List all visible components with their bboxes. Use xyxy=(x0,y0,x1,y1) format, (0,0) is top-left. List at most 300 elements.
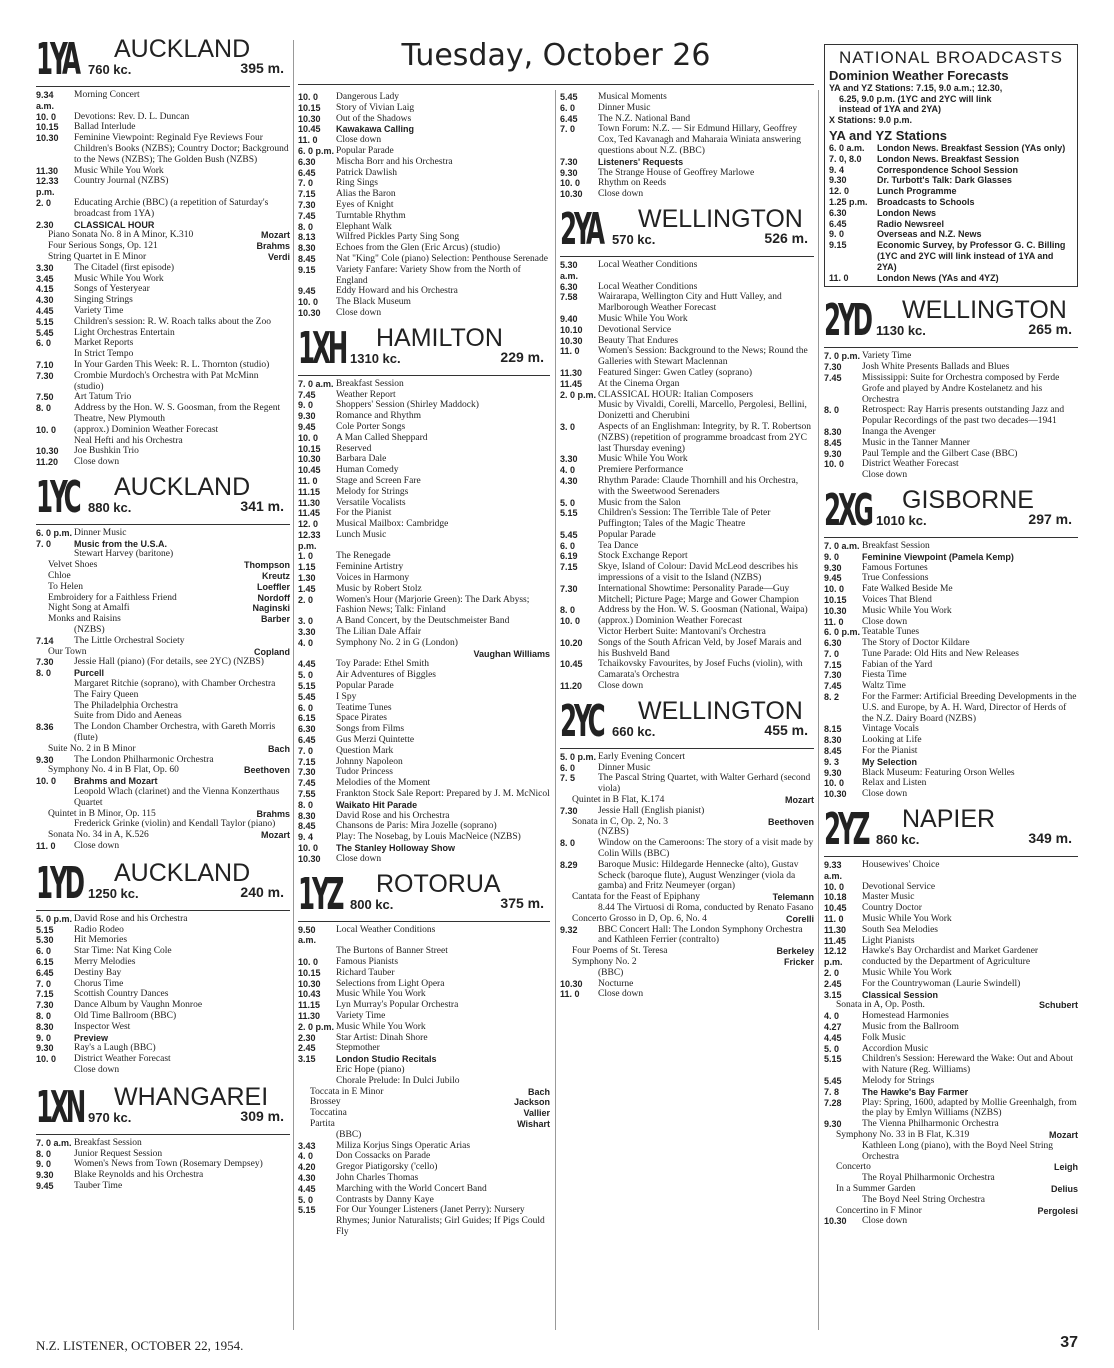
programme-item xyxy=(36,571,290,582)
ya-line xyxy=(829,197,1073,208)
programme-time: 11.45 xyxy=(560,378,583,389)
programme-time: 4. 0 xyxy=(298,1151,314,1162)
programme-description: Miliza Korjus Sings Operatic Arias xyxy=(336,1140,471,1151)
programme-row xyxy=(298,551,550,562)
programme-item xyxy=(560,946,814,957)
programme-time: 11.15 xyxy=(298,1000,321,1011)
programme-row xyxy=(298,1043,550,1054)
programme-description: David Rose and his Orchestra xyxy=(336,810,450,821)
programme-time xyxy=(298,1130,336,1141)
programme-time: 11. 0 xyxy=(824,616,844,627)
station-header xyxy=(36,471,290,524)
programme-time: 2. 0 xyxy=(824,968,840,979)
programme-description: Music by Robert Stolz xyxy=(336,583,422,594)
station-frequency: 1310 kc. xyxy=(350,350,401,366)
programme-row xyxy=(298,265,550,287)
programme-row xyxy=(824,470,1078,481)
programme-time xyxy=(36,1065,74,1076)
weather-line: YA and YZ Stations: 7.15, 9.0 a.m.; 12.30, xyxy=(829,83,1003,93)
station-1yc xyxy=(36,471,290,852)
station-call-sign: 2YA xyxy=(560,203,602,255)
programme-time: 7. 0 xyxy=(36,978,52,989)
programme-row xyxy=(298,200,550,211)
programme-row xyxy=(560,562,814,584)
programme-time: 5.15 xyxy=(36,316,54,327)
station-frequency: 1130 kc. xyxy=(876,323,926,339)
programme-row xyxy=(298,1141,550,1152)
programme-description: For Our Younger Listeners (Janet Perry): Nursery Rhymes; Junior Naturalists; Girl Guides; If Pigs Could Fly xyxy=(336,1205,545,1237)
programme-time: 5.45 xyxy=(36,327,54,338)
programme-row xyxy=(824,882,1078,893)
programme-row xyxy=(560,390,814,401)
programme-time: 6. 0 xyxy=(36,338,52,349)
programme-item xyxy=(36,647,290,658)
programme-description: Ballad Interlude xyxy=(74,122,136,133)
programme-description: Ring Sings xyxy=(336,178,378,189)
programme-row xyxy=(36,284,290,295)
programme-description: International Showtime: Personality Parade—Guy Mitchell; Picture Page; Marge and Gower Champion xyxy=(598,583,799,605)
programme-description: Accordion Music xyxy=(862,1043,929,1054)
programme-description: Lyn Murray's Popular Orchestra xyxy=(336,1000,459,1011)
programme-time: 9. 3 xyxy=(824,756,840,767)
programme-time: 9.45 xyxy=(824,573,842,584)
programme-time: 6. 0 p.m. xyxy=(298,145,335,156)
programme-time: 8.45 xyxy=(298,253,316,264)
weather-line: 6.25, 9.0 p.m. (1YC and 2YC will link xyxy=(839,93,992,104)
programme-description: Devotions: Rev. D. L. Duncan xyxy=(74,111,190,122)
programme-time: 10. 0 xyxy=(298,956,319,967)
programme-time xyxy=(36,625,74,636)
item-title: Partita xyxy=(310,1118,335,1129)
programme-description: A Man Called Sheppard xyxy=(336,432,428,443)
ya-line xyxy=(829,165,1073,176)
programme-time: 8. 0 xyxy=(36,1010,52,1021)
programme-time: 7.30 xyxy=(560,583,578,594)
programme-row xyxy=(298,135,550,146)
programme-time: 10. 0 xyxy=(298,297,319,308)
programme-time: 10.30 xyxy=(824,1216,847,1227)
weather-line: X Stations: 9.0 p.m. xyxy=(829,114,913,125)
programme-time: 11.30 xyxy=(824,924,847,935)
programme-time: 3.45 xyxy=(36,273,54,284)
programme-row xyxy=(298,1054,550,1065)
programme-row xyxy=(36,263,290,274)
programme-time: 10.43 xyxy=(298,989,321,1000)
programme-row xyxy=(36,657,290,668)
item-composer: Corelli xyxy=(785,913,814,924)
programme-item xyxy=(36,830,290,841)
programme-row xyxy=(36,176,290,198)
programme-description: Dinner Music xyxy=(74,527,127,538)
programme-row xyxy=(36,446,290,457)
column-3 xyxy=(560,92,814,1000)
programme-row xyxy=(298,1184,550,1195)
programme-description: Alias the Baron xyxy=(336,189,396,200)
programme-description: Scottish Country Dances xyxy=(74,989,169,1000)
programme-row xyxy=(298,946,550,957)
programme-time: 4. 0 xyxy=(824,1011,840,1022)
programme-time: 4.15 xyxy=(36,284,54,295)
station-2xg xyxy=(824,484,1078,800)
footer-publication: N.Z. LISTENER, OCTOBER 22, 1954. xyxy=(36,1338,244,1353)
programme-row xyxy=(824,1141,1078,1163)
programme-time: 7. 0 xyxy=(824,648,840,659)
page-date-title: Tuesday, October 26 xyxy=(401,38,711,73)
item-title: Quintet in B Flat, K.174 xyxy=(572,795,665,806)
ya-line xyxy=(829,186,1073,197)
programme-time: 5.30 a.m. xyxy=(560,259,579,281)
programme-row xyxy=(560,92,814,103)
programme-row xyxy=(298,1000,550,1011)
programme-time: 6.15 xyxy=(298,713,316,724)
programme-row xyxy=(298,724,550,735)
programme-description: Kawakawa Calling xyxy=(336,124,415,135)
programme-row xyxy=(36,819,290,830)
programme-time: 10. 0 xyxy=(298,92,319,102)
programme-time: 7.15 xyxy=(36,989,54,1000)
programme-description: The Vienna Philharmonic Orchestra xyxy=(862,1119,999,1130)
programme-time: 11. 0 xyxy=(560,989,580,1000)
ya-time: 9. 4 xyxy=(829,164,845,175)
ya-line xyxy=(829,240,1073,272)
programme-row xyxy=(36,1043,290,1054)
programme-time: 10.45 xyxy=(298,465,321,476)
programme-description: Stage and Screen Fare xyxy=(336,475,421,486)
programme-description: Turntable Rhythm xyxy=(336,210,406,221)
programme-row xyxy=(560,336,814,347)
programme-description: Retrospect: Ray Harris presents outstanding Jazz and Popular Recordings of the past two decades—1941 xyxy=(862,405,1065,427)
station-frequency: 880 kc. xyxy=(88,499,132,515)
programme-description: Johnny Napoleon xyxy=(336,756,403,767)
programme-description: Early Evening Concert xyxy=(598,751,686,762)
programme-time: 9. 0 xyxy=(36,1159,52,1170)
item-title: Symphony No. 33 in B Flat, K.319 xyxy=(836,1129,970,1140)
programme-description: Women's Hour (Marjorie Green): The Dark Abyss; Fashion News; Talk: Finland xyxy=(336,594,530,616)
programme-row xyxy=(298,297,550,308)
programme-description: Breakfast Session xyxy=(336,378,404,389)
programme-description: Popular Parade xyxy=(336,145,394,156)
programme-time: 2. 0 p.m. xyxy=(560,389,597,400)
programme-row xyxy=(36,133,290,165)
programme-description: Address by the Hon. W. S. Goosman, from the Regent Theatre, New Plymouth xyxy=(74,403,281,424)
header-rule xyxy=(298,921,550,922)
programme-time: 6. 0 xyxy=(560,762,576,773)
programme-description: Local Weather Conditions xyxy=(598,281,698,292)
programme-time: 7. 0 xyxy=(298,178,314,189)
programme-row xyxy=(824,459,1078,470)
item-title: Toccata in E Minor xyxy=(310,1086,384,1097)
programme-row xyxy=(824,946,1078,968)
programme-description: Merry Melodies xyxy=(74,956,136,967)
programme-time: 8.30 xyxy=(824,735,842,746)
programme-time: 10. 0 xyxy=(560,616,581,627)
programme-row xyxy=(824,1119,1078,1130)
programme-description: Echoes from the Glen (Eric Arcus) (studio) xyxy=(336,243,501,254)
programme-description: Variety Time xyxy=(74,305,124,316)
programme-time: 10.30 xyxy=(560,189,583,200)
programme-row xyxy=(298,638,550,649)
programme-row xyxy=(36,198,290,220)
programme-description: Close down xyxy=(74,841,120,851)
programme-time xyxy=(560,827,598,838)
programme-time: 4.30 xyxy=(298,1172,316,1183)
programme-description: Frederick Grinke (violin) and Kendall Taylor (piano) xyxy=(74,819,276,830)
programme-row xyxy=(560,627,814,638)
programme-description: Musical Moments xyxy=(598,92,667,102)
item-composer: Thompson xyxy=(244,560,290,571)
header-rule xyxy=(298,375,550,376)
programme-description: Music While You Work xyxy=(862,605,952,616)
programme-time: 3.15 xyxy=(824,989,842,1000)
programme-row xyxy=(824,735,1078,746)
programme-description: Out of the Shadows xyxy=(336,113,412,124)
programme-description: Leopold Wlach (clarinet) and the Vienna Konzerthaus Quartet xyxy=(74,787,280,808)
programme-row xyxy=(36,935,290,946)
programme-description: Marching with the World Concert Band xyxy=(336,1183,487,1194)
programme-row xyxy=(824,351,1078,362)
programme-description: Feminine Viewpoint (Pamela Kemp) xyxy=(862,551,1014,562)
programme-description: Tea Dance xyxy=(598,540,639,551)
ya-time: 11. 0 xyxy=(829,272,849,283)
station-2ya xyxy=(560,203,814,692)
programme-time: 5.15 xyxy=(298,681,316,692)
programme-description: Popular Parade xyxy=(336,681,394,692)
item-composer: Vallier xyxy=(523,1108,550,1119)
programme-row xyxy=(36,690,290,701)
programme-time: 10.30 xyxy=(560,978,583,989)
programme-description: Popular Parade xyxy=(598,529,656,540)
programme-time: 4.27 xyxy=(824,1022,842,1032)
programme-item xyxy=(36,809,290,820)
programme-time: 7.50 xyxy=(36,392,54,403)
programme-time xyxy=(36,690,74,701)
programme-time: 6.45 xyxy=(36,967,54,978)
programme-item xyxy=(36,252,290,263)
programme-description: The Story of Doctor Kildare xyxy=(862,638,970,649)
programme-row xyxy=(560,605,814,616)
programme-description: Devotional Service xyxy=(598,324,672,335)
programme-time: 8.45 xyxy=(824,746,842,757)
programme-description: The Lilian Dale Affair xyxy=(336,627,422,638)
item-composer: Bach xyxy=(267,743,290,754)
programme-description: Aspects of an Englishman: Integrity, by R. T. Robertson (NZBS) (repetition of programme broadcast from 2YC last Thursday evening) xyxy=(598,421,812,454)
programme-time: 2.45 xyxy=(298,1043,316,1054)
programme-description: Variety Fanfare: Variety Show from the North of England xyxy=(336,264,521,286)
programme-description: CLASSICAL HOUR xyxy=(74,219,155,230)
station-frequency: 860 kc. xyxy=(876,832,920,848)
programme-time: 7. 0 xyxy=(36,538,52,549)
programme-time: 6.45 xyxy=(298,167,316,178)
station-name: WELLINGTON xyxy=(638,696,803,725)
programme-row xyxy=(560,114,814,125)
programme-time xyxy=(36,701,74,712)
item-composer: Loeffler xyxy=(256,581,290,592)
programme-time xyxy=(824,1173,862,1184)
station-header xyxy=(36,36,290,86)
programme-description: In Strict Tempo xyxy=(74,349,134,360)
programme-item xyxy=(824,1000,1078,1011)
programme-item xyxy=(560,817,814,828)
programme-description: Local Weather Conditions xyxy=(598,259,698,270)
item-composer: Berkeley xyxy=(776,946,814,957)
programme-time: 9.30 xyxy=(36,1170,54,1181)
programme-description: Gus Merzi Quintette xyxy=(336,735,415,746)
programme-description: South Sea Melodies xyxy=(862,924,938,935)
programme-time: 4.45 xyxy=(824,1032,842,1043)
ya-description: Lunch Programme xyxy=(877,186,957,197)
item-composer: Mozart xyxy=(261,830,290,841)
programme-row xyxy=(298,222,550,233)
programme-description: Town Forum: N.Z. — Sir Edmund Hillary, Geoffrey Cox, Ted Kavanagh and Maharaia Winiata answering questions about N.Z. (BBC) xyxy=(598,124,802,156)
programme-row xyxy=(824,1033,1078,1044)
programme-description: Eddy Howard and his Orchestra xyxy=(336,286,458,297)
programme-time: 3. 0 xyxy=(298,616,314,627)
programme-time: 7. 0 xyxy=(560,124,576,135)
programme-time: 5.15 xyxy=(298,1205,316,1216)
programme-description: Inspector West xyxy=(74,1021,131,1032)
programme-row xyxy=(36,425,290,436)
programme-description: Wairarapa, Wellington City and Hutt Valley, and Marlborough Weather Forecast xyxy=(598,292,782,314)
programme-description: Nat "King" Cole (piano) Selection: Penthouse Serenade xyxy=(336,253,548,264)
programme-row xyxy=(36,625,290,636)
programme-time: 6.45 xyxy=(298,735,316,746)
programme-row xyxy=(824,892,1078,903)
programme-row xyxy=(824,1054,1078,1076)
item-title: Concerto xyxy=(836,1162,871,1173)
programme-row xyxy=(36,436,290,447)
programme-time: 7.30 xyxy=(824,362,842,373)
programme-time: 6. 0 xyxy=(560,102,576,113)
station-header xyxy=(36,1081,290,1134)
programme-row xyxy=(560,282,814,293)
programme-time: 12.12 p.m. xyxy=(824,946,847,968)
programme-time: 10.18 xyxy=(824,892,847,903)
programme-item xyxy=(36,614,290,625)
programme-time: 7. 8 xyxy=(824,1086,840,1097)
programme-description: Ray's a Laugh (BBC) xyxy=(74,1043,156,1054)
programme-item xyxy=(824,1162,1078,1173)
programme-row xyxy=(298,1173,550,1184)
programme-time: 9. 4 xyxy=(298,832,314,843)
programme-row xyxy=(824,1195,1078,1206)
programme-row xyxy=(298,1033,550,1044)
programme-row xyxy=(560,968,814,979)
item-composer: Mozart xyxy=(261,230,290,241)
programme-time: 1.45 xyxy=(298,583,316,594)
programme-row xyxy=(824,584,1078,595)
programme-description: Tauber Time xyxy=(74,1180,123,1191)
programme-time: 10.20 xyxy=(560,637,583,648)
programme-row xyxy=(824,649,1078,660)
programme-time: 9.30 xyxy=(824,562,842,573)
programme-row xyxy=(298,124,550,135)
programme-time: 8. 0 xyxy=(560,838,576,849)
programme-row xyxy=(36,457,290,468)
programme-row xyxy=(560,541,814,552)
programme-description: The Stanley Holloway Show xyxy=(336,843,456,853)
programme-row xyxy=(824,405,1078,427)
programme-time: 10. 0 xyxy=(36,1054,57,1065)
programme-description: Josh White Presents Ballads and Blues xyxy=(862,362,1010,373)
programme-time: 7. 0 xyxy=(298,745,314,756)
programme-row xyxy=(298,957,550,968)
item-composer: Beethoven xyxy=(243,765,290,776)
programme-time: 5.45 xyxy=(298,691,316,702)
programme-row xyxy=(560,903,814,914)
programme-time: 4.45 xyxy=(298,1183,316,1194)
programme-row xyxy=(824,903,1078,914)
programme-description: The Boyd Neel String Orchestra xyxy=(862,1194,985,1205)
station-name: AUCKLAND xyxy=(114,858,251,887)
programme-description: (NZBS) xyxy=(74,625,105,636)
programme-row xyxy=(298,411,550,422)
programme-description: Children's Session: Hereward the Wake: Out and About with Nature (Reg. Williams) xyxy=(862,1054,1074,1076)
programme-row xyxy=(560,584,814,606)
programme-description: Richard Tauber xyxy=(336,967,395,978)
programme-time: 7.45 xyxy=(824,372,842,383)
programme-description: Skye, Island of Colour: David McLeod describes his impressions of a visit to the Island (NZBS) xyxy=(598,562,798,584)
programme-description: Light Pianists xyxy=(862,935,915,946)
programme-row xyxy=(560,260,814,282)
programme-description: Country Doctor xyxy=(862,903,922,914)
item-composer: Schubert xyxy=(1038,1000,1078,1011)
programme-description: Window on the Cameroons: The story of a visit made by Colin Wills (BBC) xyxy=(598,838,814,860)
header-rule xyxy=(824,347,1078,348)
station-header xyxy=(560,695,814,748)
programme-time xyxy=(560,400,598,422)
programme-row xyxy=(560,476,814,498)
programme-time: 7.45 xyxy=(298,778,316,789)
programme-time: 1.30 xyxy=(298,573,316,584)
programme-time: 10.30 xyxy=(36,446,59,457)
station-call-sign: 1XH xyxy=(298,322,346,374)
station-call-sign: 1YA xyxy=(36,34,78,85)
programme-row xyxy=(36,946,290,957)
programme-row xyxy=(560,124,814,156)
programme-row xyxy=(824,1087,1078,1098)
programme-row xyxy=(298,168,550,179)
programme-row xyxy=(36,220,290,231)
programme-row xyxy=(36,914,290,925)
programme-time: 9.40 xyxy=(560,313,578,324)
national-broadcasts-box xyxy=(824,44,1078,287)
programme-item xyxy=(36,603,290,614)
programme-time: 2. 0 xyxy=(36,197,52,208)
programme-description: For the Pianist xyxy=(336,508,392,519)
station-wavelength: 349 m. xyxy=(1028,830,1072,847)
programme-description: Music While You Work xyxy=(862,914,952,925)
programme-time: 10. 0 xyxy=(36,424,57,435)
programme-time: 4.45 xyxy=(36,305,54,316)
programme-description: Premiere Performance xyxy=(598,465,684,476)
programme-time: 10.15 xyxy=(298,967,321,978)
programme-description: Suite from Dido and Aeneas xyxy=(74,711,182,722)
programme-time: 5. 0 xyxy=(824,1043,840,1054)
programme-item xyxy=(36,593,290,604)
programme-description: Contrasts by Danny Kaye xyxy=(336,1194,434,1205)
programme-description: Mississippi: Suite for Orchestra composed by Ferde Grofe and played by Andre Kostelanetz and his Orchestra xyxy=(862,372,1060,405)
programme-description: Famous Pianists xyxy=(336,956,399,967)
programme-time: 9.30 xyxy=(36,754,54,765)
programme-description: Close down xyxy=(598,681,644,692)
programme-row xyxy=(560,103,814,114)
programme-row xyxy=(824,746,1078,757)
programme-item xyxy=(560,795,814,806)
programme-description: At the Cinema Organ xyxy=(598,378,680,389)
programme-time xyxy=(560,968,598,979)
weather-line: instead of 1YA and 2YA) xyxy=(839,104,942,114)
item-title: Velvet Shoes xyxy=(48,560,98,571)
